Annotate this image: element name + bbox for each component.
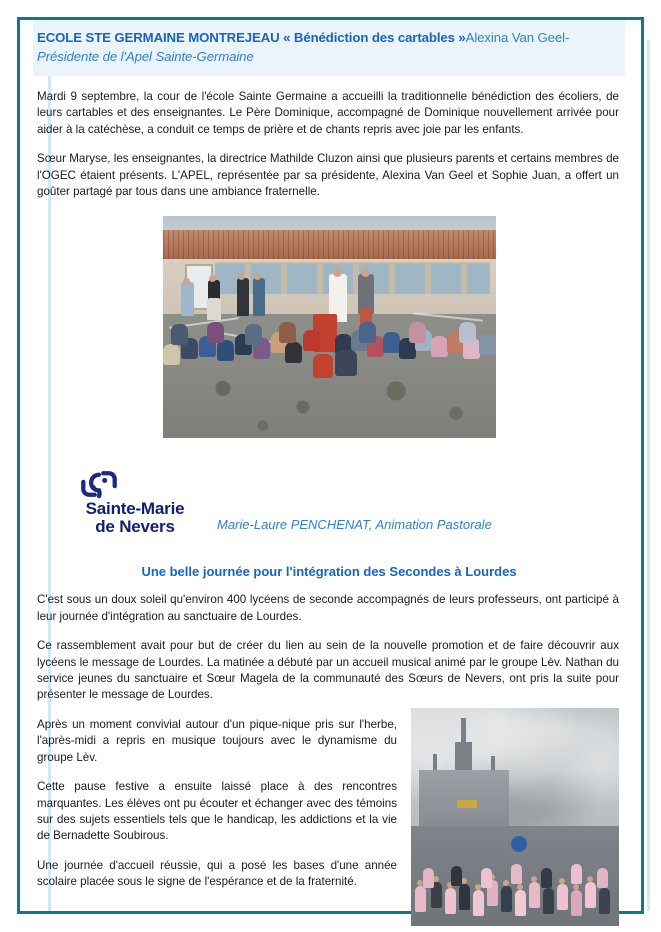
- sainte-marie-de-nevers-monogram-icon: [77, 469, 121, 499]
- photo2-main-tower: [455, 742, 472, 770]
- photo1-children-crowd: [163, 320, 496, 376]
- photo2-students-crowd: [411, 860, 619, 926]
- article2-paragraph-3: Après un moment convivial autour d'un pique-nique pris sur l'herbe, l'après-midi a repris en musique toujours avec le dynamisme du groupe Lèv.: [37, 717, 397, 764]
- photo2-banner: [511, 836, 527, 852]
- photo1-priest-head: [333, 268, 342, 277]
- logo-signature-row: [33, 469, 625, 536]
- article1-heading-title: ECOLE STE GERMAINE MONTREJEAU « Bénédiction des cartables »: [37, 30, 466, 45]
- logo-wordmark: [65, 500, 205, 536]
- article1-header-band: [33, 20, 625, 76]
- article1-paragraph-2: Sœur Maryse, les enseignantes, la directrice Mathilde Cluzon ainsi que plusieurs parents et certains membres de l'OGEC étaient présents. L'APEL, représentée par sa présidente, Alexina Van Geel et Sophie Juan, a offert un goûter partagé par tous dans une ambiance fraternelle.: [37, 152, 619, 199]
- photo2-basilica-body: [419, 770, 509, 828]
- article1-photo-wrapper: [33, 216, 625, 443]
- logo-name-line1: Sainte-Marie: [85, 499, 185, 519]
- photo1-adult: [253, 278, 265, 316]
- photo1-adult-head: [209, 275, 216, 282]
- content-column: [33, 20, 625, 910]
- article2-paragraph-5: Une journée d'accueil réussie, qui a posé les bases d'une année scolaire placée sous le signe de l'espérance et de la fraternité.: [37, 858, 397, 889]
- article2-title: Une belle journée pour l'intégration des Secondes à Lourdes: [141, 564, 517, 580]
- photo1-adult-head: [254, 273, 261, 280]
- logo-block: [33, 469, 205, 536]
- photo2-golden-crown: [457, 800, 477, 808]
- photo1-adult-head: [238, 273, 245, 280]
- photo1-catechist-head: [361, 268, 370, 277]
- photo-benediction-des-cartables: [163, 216, 496, 438]
- article1-paragraph-1: Mardi 9 septembre, la cour de l'école Sainte Germaine a accueilli la traditionnelle bénédiction des écoliers, de leurs cartables et des enseignantes. Le Père Dominique, accompagné de Dominique nouvellement arrivée pour aider à la catéchèse, a conduit ce temps de prière et de chants repris avec joie par les enfants.: [37, 90, 619, 136]
- right-accent-rail: [647, 40, 650, 911]
- photo1-roof: [163, 230, 496, 260]
- article1-signature: Marie-Laure PENCHENAT, Animation Pastorale: [217, 517, 492, 533]
- article2: [33, 564, 625, 931]
- photo1-adult: [237, 278, 249, 316]
- photo1-adult: [181, 282, 194, 316]
- article2-paragraph-1: C'est sous un doux soleil qu'environ 400 lycéens de seconde accompagnés de leurs professeurs, ont participé à leur journée d'intégration au sanctuaire de Lourdes.: [37, 593, 619, 623]
- photo1-adult-head: [183, 278, 190, 285]
- logo-name-line2: de Nevers: [95, 517, 175, 537]
- photo-lourdes-sanctuaire: [411, 708, 619, 926]
- article2-paragraph-2: Ce rassemblement avait pour but de créer du lien au sein de la nouvelle promotion et de faire découvrir aux lycéens le message de Lourdes. La matinée a débuté par un accueil musical animé par le groupe Lèv. Nathan du service jeunes du sanctuaire et Sœur Magela de la communauté des Sœurs de Nevers, ont pris la suite pour présenter le message de Lourdes.: [37, 639, 619, 702]
- article1-heading-author: Alexina Van Geel-: [465, 30, 570, 45]
- article2-paragraph-4: Cette pause festive a ensuite laissé place à des rencontres marquantes. Les élèves ont pu écouter et échanger avec des témoins sur des sujets essentiels tels que le handicap, les addictions et la vie de Bernadette Soubirous.: [37, 780, 397, 843]
- article1-heading-role: Présidente de l'Apel Sainte-Germaine: [37, 49, 254, 64]
- article1-heading: [37, 28, 617, 66]
- photo1-adult-skirt: [207, 298, 221, 320]
